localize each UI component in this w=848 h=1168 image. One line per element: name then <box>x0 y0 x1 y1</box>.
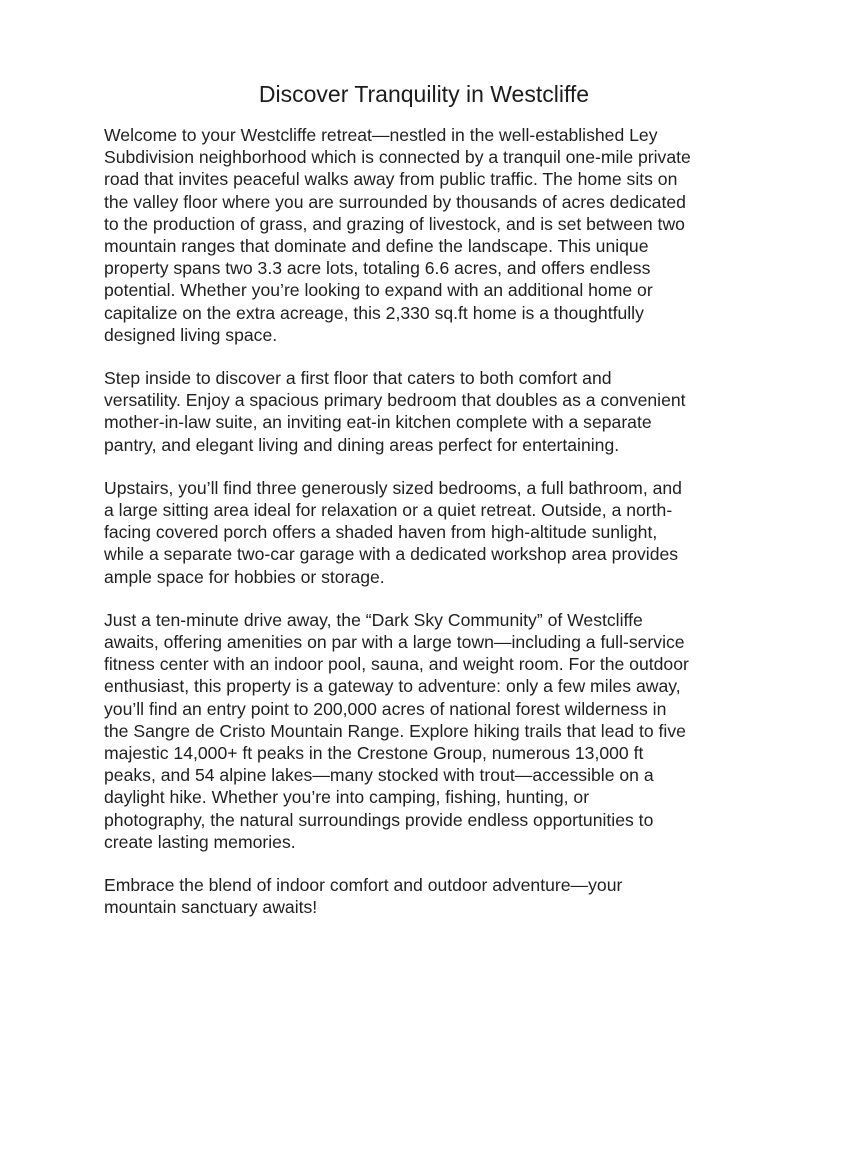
text-line: Subdivision neighborhood which is connected by a tranquil one-mile private <box>104 147 691 168</box>
text-line: versatility. Enjoy a spacious primary bedroom that doubles as a convenient <box>104 390 686 411</box>
paragraph-closing <box>104 874 764 918</box>
text-line: property spans two 3.3 acre lots, totaling 6.6 acres, and offers endless <box>104 258 651 279</box>
text-line: a large sitting area ideal for relaxation or a quiet retreat. Outside, a north- <box>104 500 673 521</box>
document-body <box>104 124 764 940</box>
text-line: fitness center with an indoor pool, sauna, and weight room. For the outdoor <box>104 654 689 675</box>
text-line: photography, the natural surroundings provide endless opportunities to <box>104 809 654 830</box>
text-line: the valley floor where you are surrounded by thousands of acres dedicated <box>104 191 686 212</box>
text-line: peaks, and 54 alpine lakes—many stocked with trout—accessible on a <box>104 765 654 786</box>
text-line: pantry, and elegant living and dining areas perfect for entertaining. <box>104 434 620 455</box>
text-line: designed living space. <box>104 324 278 345</box>
paragraph-first-floor <box>104 367 764 456</box>
text-line: awaits, offering amenities on par with a large town—including a full-service <box>104 632 685 653</box>
text-line: majestic 14,000+ ft peaks in the Crestone Group, numerous 13,000 ft <box>104 743 644 764</box>
text-line: enthusiast, this property is a gateway to adventure: only a few miles away, <box>104 676 681 697</box>
text-line: the Sangre de Cristo Mountain Range. Explore hiking trails that lead to five <box>104 720 686 741</box>
text-line: mountain sanctuary awaits! <box>104 897 318 918</box>
text-line: daylight hike. Whether you’re into camping, fishing, hunting, or <box>104 787 590 808</box>
paragraph-intro <box>104 124 764 346</box>
document-title: Discover Tranquility in Westcliffe <box>258 81 590 107</box>
text-line: potential. Whether you’re looking to expand with an additional home or <box>104 280 653 301</box>
paragraph-upstairs <box>104 477 764 588</box>
text-line: mountain ranges that dominate and define the landscape. This unique <box>104 236 649 257</box>
text-line: road that invites peaceful walks away from public traffic. The home sits on <box>104 169 678 190</box>
text-line: Step inside to discover a first floor that caters to both comfort and <box>104 368 612 389</box>
text-line: capitalize on the extra acreage, this 2,330 sq.ft home is a thoughtfully <box>104 302 644 323</box>
text-line: ample space for hobbies or storage. <box>104 566 385 587</box>
text-line: Welcome to your Westcliffe retreat—nestled in the well-established Ley <box>104 125 658 145</box>
text-line: create lasting memories. <box>104 831 296 852</box>
text-line: facing covered porch offers a shaded haven from high-altitude sunlight, <box>104 522 658 543</box>
text-line: to the production of grass, and grazing of livestock, and is set between two <box>104 213 685 234</box>
paragraph-community <box>104 609 764 853</box>
text-line: Just a ten-minute drive away, the “Dark Sky Community” of Westcliffe <box>104 609 643 630</box>
text-line: Embrace the blend of indoor comfort and outdoor adventure—your <box>104 875 623 896</box>
text-line: Upstairs, you’ll find three generously sized bedrooms, a full bathroom, and <box>104 477 682 498</box>
text-line: mother-in-law suite, an inviting eat-in kitchen complete with a separate <box>104 412 652 433</box>
text-line: you’ll find an entry point to 200,000 acres of national forest wilderness in <box>104 698 667 719</box>
text-line: while a separate two-car garage with a dedicated workshop area provides <box>104 544 679 565</box>
